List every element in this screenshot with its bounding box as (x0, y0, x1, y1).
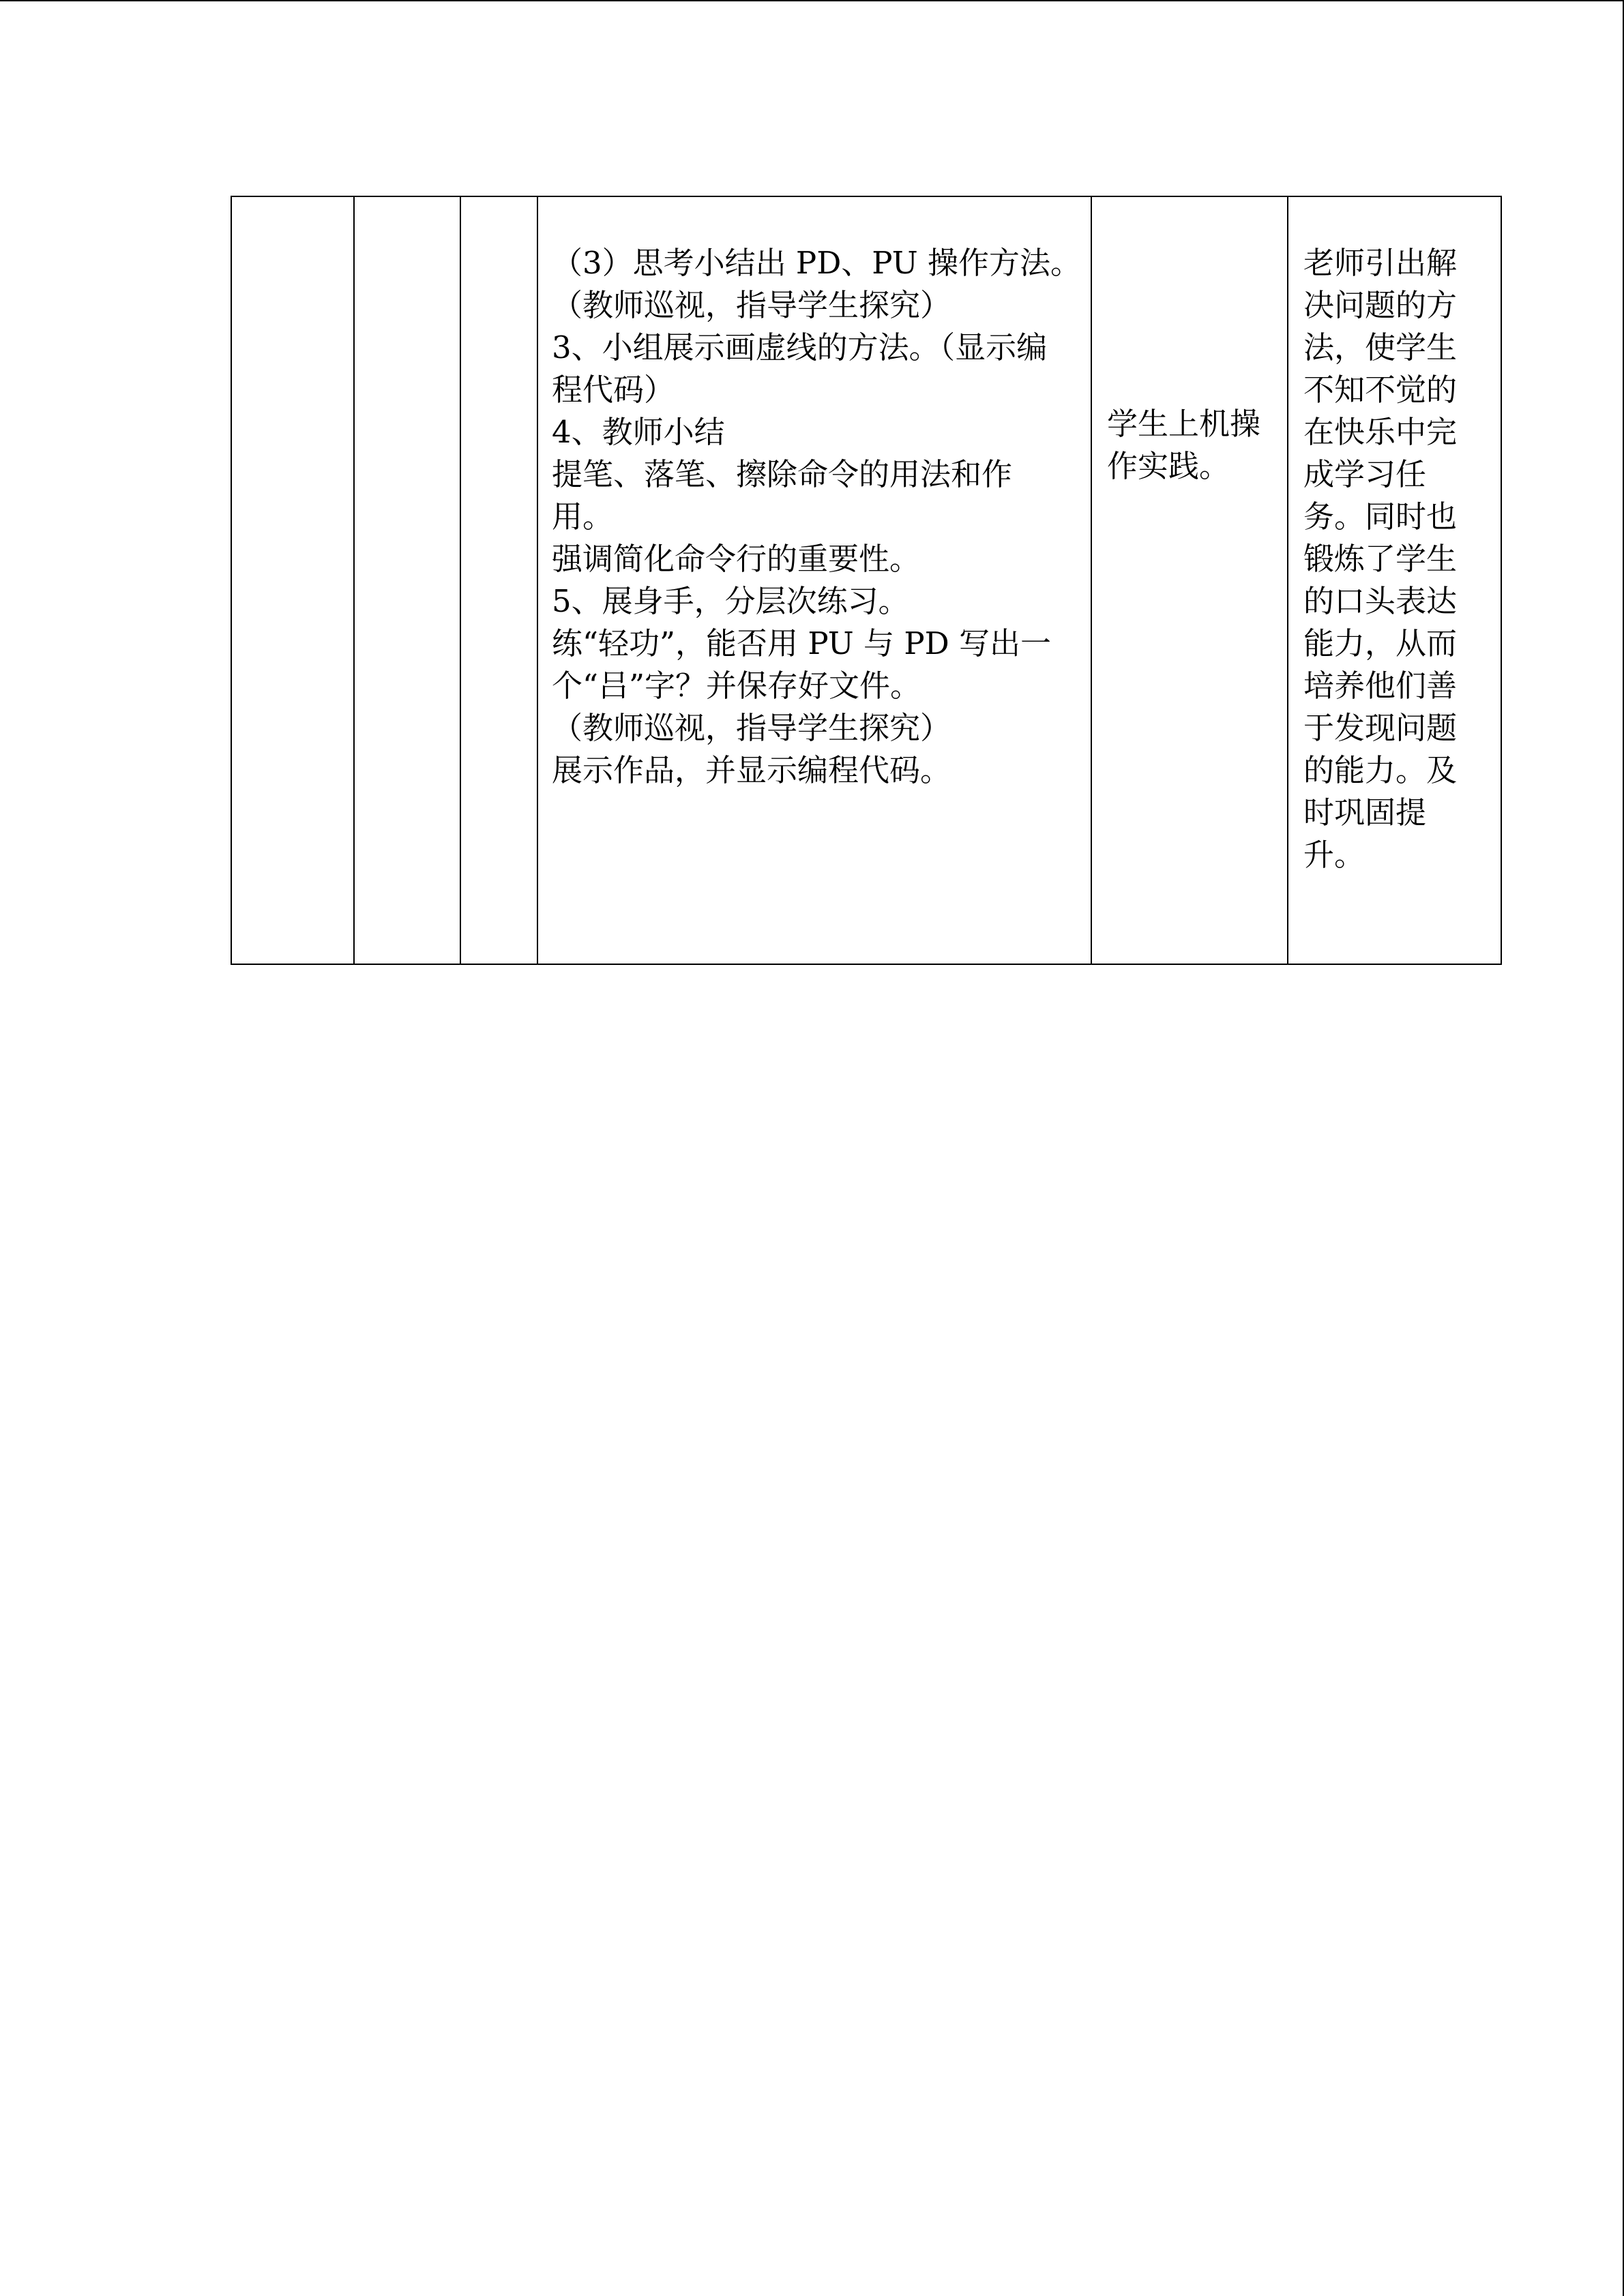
design-intent-line: 于发现问题 (1303, 710, 1458, 746)
empty-cell-3 (460, 196, 537, 964)
design-intent-line: 在快乐中完 (1303, 414, 1458, 450)
teacher-activity-cell (537, 196, 1091, 964)
design-intent-line: 决问题的方 (1303, 287, 1458, 323)
teacher-activity-line: 练“轻功”，能否用 PU 与 PD 写出一 (552, 625, 1051, 661)
teacher-activity-line: 5、展身手，分层次练习。 (552, 583, 909, 619)
teacher-activity-line: （教师巡视，指导学生探究） (552, 287, 951, 323)
design-intent-line: 法，使学生 (1303, 329, 1458, 366)
design-intent-line: 不知不觉的 (1303, 372, 1458, 408)
teacher-activity-line: 强调简化命令行的重要性。 (552, 541, 921, 577)
design-intent-line: 时巩固提 (1303, 794, 1427, 831)
teacher-activity-line: 4、教师小结 (552, 414, 725, 450)
table-row (231, 196, 1501, 964)
teacher-activity-line: 个“吕”字？并保存好文件。 (552, 668, 921, 704)
design-intent-line: 的口头表达 (1303, 583, 1458, 619)
empty-cell-2 (354, 196, 460, 964)
design-intent-line: 培养他们善 (1303, 668, 1458, 704)
design-intent-line: 老师引出解 (1303, 245, 1458, 281)
design-intent-line: 务。同时也 (1303, 498, 1458, 535)
student-activity-cell (1091, 196, 1288, 964)
design-intent-line: 的能力。及 (1303, 752, 1458, 788)
teacher-activity-line: （教师巡视，指导学生探究） (552, 710, 951, 746)
design-intent-line: 能力，从而 (1303, 625, 1458, 661)
teacher-activity-line: 3、小组展示画虚线的方法。（显示编 (552, 329, 1048, 366)
page-border-top (0, 0, 1624, 1)
teacher-activity-line: 程代码） (552, 372, 675, 408)
student-activity-line: 作实践。 (1107, 448, 1230, 484)
teacher-activity-line: 提笔、落笔、擦除命令的用法和作 (552, 456, 1013, 492)
design-intent-line: 成学习任 (1303, 456, 1427, 492)
design-intent-line: 升。 (1303, 837, 1365, 873)
teacher-activity-line: 展示作品，并显示编程代码。 (552, 752, 951, 788)
empty-cell-1 (231, 196, 354, 964)
teacher-activity-line: 用。 (552, 498, 614, 535)
student-activity-line: 学生上机操 (1107, 406, 1261, 442)
design-intent-cell (1288, 196, 1501, 964)
lesson-plan-table (231, 196, 1502, 965)
teacher-activity-line: （3）思考小结出 PD、PU 操作方法。 (552, 245, 1082, 281)
design-intent-line: 锻炼了学生 (1303, 541, 1458, 577)
